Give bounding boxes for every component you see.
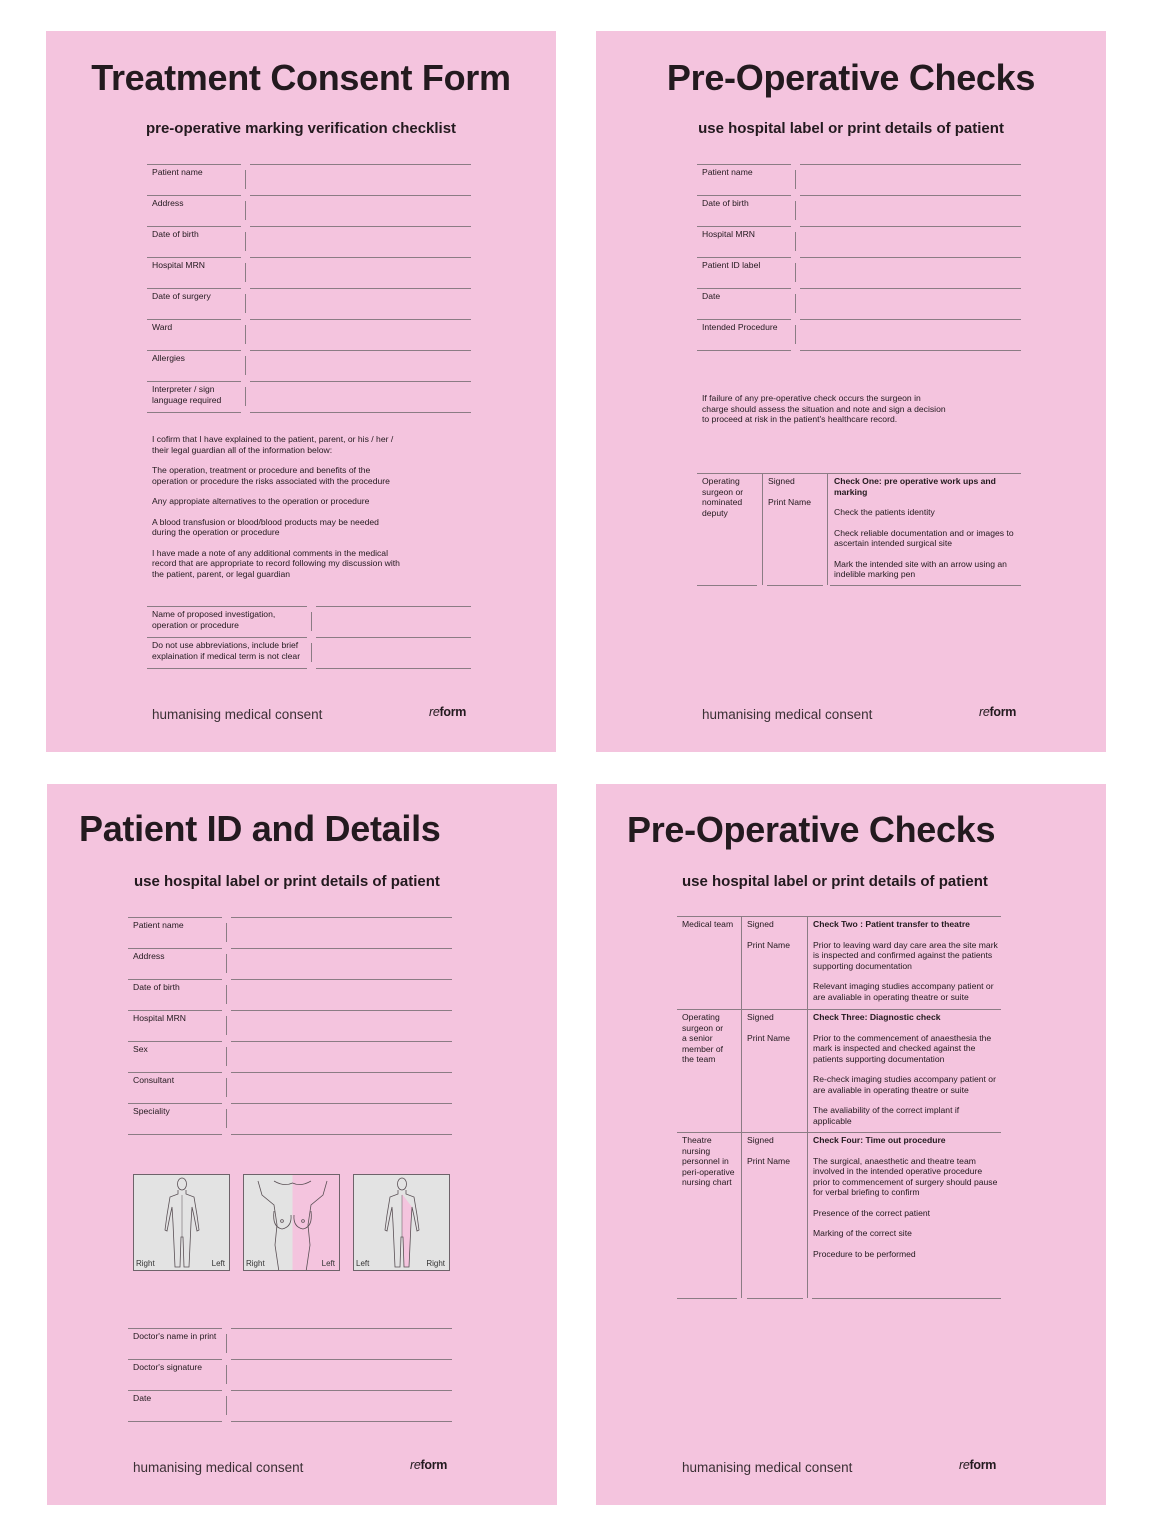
field-label: Doctor's signature (128, 1359, 222, 1390)
brand-logo (410, 1458, 447, 1472)
patient-id-row[interactable] (697, 257, 1021, 288)
field-label: Name of proposed investigation, operation or procedure (147, 606, 307, 637)
check-item: Prior to the commencement of anaesthesia the mark is inspected and checked against the patients supporting documentation (813, 1032, 992, 1064)
check-item: Marking of the correct site (813, 1228, 912, 1238)
procedure-explanation-input[interactable] (316, 637, 471, 668)
field-label: Date of surgery (147, 288, 241, 319)
mrn-row[interactable] (128, 1010, 452, 1041)
field-label: Date (697, 288, 791, 319)
doctor-signature-input[interactable] (231, 1359, 452, 1390)
interpreter-row[interactable] (147, 381, 471, 412)
footer-tagline: humanising medical consent (152, 707, 323, 722)
check-item: Check the patients identity (834, 507, 935, 517)
brand-suffix: form (439, 705, 467, 719)
mrn-input[interactable] (800, 226, 1021, 257)
date-row[interactable] (697, 288, 1021, 319)
surgery-date-input[interactable] (250, 288, 471, 319)
doctor-name-row[interactable] (128, 1328, 452, 1359)
field-label: Patient ID label (697, 257, 791, 288)
brand-suffix: form (420, 1458, 448, 1472)
check-three-content (813, 1012, 999, 1136)
body-back-diagram[interactable] (353, 1174, 450, 1271)
page-subtitle: use hospital label or print details of patient (134, 873, 440, 890)
field-label: Patient name (128, 917, 222, 948)
field-label: Patient name (697, 164, 791, 195)
check-item: The avaliability of the correct implant if applicable (813, 1105, 960, 1126)
address-row[interactable] (128, 948, 452, 979)
signed-label: Signed (747, 919, 774, 929)
patient-name-row[interactable] (697, 164, 1021, 195)
body-front-diagram[interactable] (133, 1174, 230, 1271)
signed-label: Signed (747, 1012, 774, 1022)
speciality-row[interactable] (128, 1103, 452, 1134)
consent-statements (152, 434, 402, 589)
allergies-input[interactable] (250, 350, 471, 381)
field-label: Date (128, 1390, 222, 1421)
patient-details-form (147, 164, 471, 412)
dob-row[interactable] (697, 195, 1021, 226)
check-content (834, 476, 1014, 590)
page-subtitle: use hospital label or print details of patient (698, 120, 1004, 137)
intended-procedure-input[interactable] (800, 319, 1021, 350)
check-item: Prior to leaving ward day care area the site mark is inspected and confirmed against the patients supporting documentation (813, 939, 998, 971)
patient-name-row[interactable] (147, 164, 471, 195)
footer-tagline: humanising medical consent (133, 1460, 304, 1475)
sex-input[interactable] (231, 1041, 452, 1072)
field-label: Hospital MRN (147, 257, 241, 288)
doctor-date-row[interactable] (128, 1390, 452, 1421)
statement: I cofirm that I have explained to the patient, parent, or his / her / their legal guardian all of the information below: (152, 434, 394, 455)
statement: A blood transfusion or blood/blood products may be needed during the operation or procedure (152, 516, 379, 537)
allergies-row[interactable] (147, 350, 471, 381)
body-back-outline-icon (354, 1175, 450, 1271)
field-label: Date of birth (128, 979, 222, 1010)
patient-name-input[interactable] (231, 917, 452, 948)
footer-tagline: humanising medical consent (702, 707, 873, 722)
check-role: Theatre nursing personnel in peri-operative nursing chart (682, 1135, 735, 1187)
consultant-input[interactable] (231, 1072, 452, 1103)
intended-procedure-row[interactable] (697, 319, 1021, 350)
patient-name-row[interactable] (128, 917, 452, 948)
field-label: Hospital MRN (697, 226, 791, 257)
figure-side-label: Right (136, 1259, 155, 1268)
statement: Any appropiate alternatives to the operation or procedure (152, 496, 370, 506)
field-label: Date of birth (697, 195, 791, 226)
page-title: Pre-Operative Checks (666, 57, 1036, 98)
field-label: Interpreter / sign language required (147, 381, 241, 412)
address-input[interactable] (231, 948, 452, 979)
print-name-label: Print Name (747, 940, 790, 950)
patient-details-form (697, 164, 1021, 350)
surgery-date-row[interactable] (147, 288, 471, 319)
check-heading: Check Three: Diagnostic check (813, 1012, 941, 1022)
address-input[interactable] (250, 195, 471, 226)
mrn-input[interactable] (250, 257, 471, 288)
procedure-form (147, 606, 471, 668)
check-role: Operating surgeon or nominated deputy (702, 476, 744, 518)
field-label: Consultant (128, 1072, 222, 1103)
page-title: Patient ID and Details (79, 808, 441, 849)
dob-input[interactable] (231, 979, 452, 1010)
figure-side-label: Left (211, 1259, 225, 1268)
field-label: Ward (147, 319, 241, 350)
check-two-content (813, 919, 999, 1012)
check-heading: Check One: pre operative work ups and marking (834, 476, 996, 497)
brand-logo (959, 1458, 996, 1472)
check-item: Re-check imaging studies accompany patient or are avaliable in operating theatre or suite (813, 1074, 996, 1095)
field-label: Do not use abbreviations, include brief explaination if medical term is not clear (147, 637, 307, 668)
procedure-name-input[interactable] (316, 606, 471, 637)
dob-row[interactable] (147, 226, 471, 257)
figure-side-label: Right (426, 1259, 445, 1268)
figure-side-label: Right (246, 1259, 265, 1268)
field-label: Speciality (128, 1103, 222, 1134)
address-row[interactable] (147, 195, 471, 226)
ward-row[interactable] (147, 319, 471, 350)
speciality-input[interactable] (231, 1103, 452, 1134)
brand-logo (429, 705, 466, 719)
check-item: Mark the intended site with an arrow using an indelible marking pen (834, 558, 1007, 579)
body-front-outline-icon (134, 1175, 230, 1271)
check-role: Medical team (682, 919, 734, 929)
footer-tagline: humanising medical consent (682, 1460, 853, 1475)
page-subtitle: use hospital label or print details of patient (682, 873, 988, 890)
dob-input[interactable] (800, 195, 1021, 226)
page-title: Treatment Consent Form (91, 57, 511, 98)
statement: I have made a note of any additional comments in the medical record that are appropriate to record following my discussion with the patient, parent, or legal guardian (152, 547, 400, 579)
check-item: Presence of the correct patient (813, 1207, 931, 1218)
check-item: Procedure to be performed (813, 1248, 916, 1259)
pre-operative-checks-page-2 (596, 784, 1106, 1505)
ward-input[interactable] (250, 319, 471, 350)
field-label: Hospital MRN (128, 1010, 222, 1041)
doctor-signature-row[interactable] (128, 1359, 452, 1390)
check-item: Relevant imaging studies accompany patient or are avaliable in operating theatre or suite (813, 981, 994, 1002)
brand-prefix: re (979, 705, 990, 719)
torso-diagram[interactable] (243, 1174, 340, 1271)
doctor-details-form (128, 1328, 452, 1421)
brand-suffix: form (989, 705, 1017, 719)
print-name-label: Print Name (747, 1156, 790, 1166)
brand-suffix: form (969, 1458, 997, 1472)
brand-prefix: re (429, 705, 440, 719)
sex-row[interactable] (128, 1041, 452, 1072)
dob-row[interactable] (128, 979, 452, 1010)
dob-input[interactable] (250, 226, 471, 257)
check-one-table (697, 473, 1021, 587)
patient-id-page (47, 784, 557, 1505)
field-label: Intended Procedure (697, 319, 791, 350)
patient-name-input[interactable] (800, 164, 1021, 195)
figure-side-label: Left (321, 1259, 335, 1268)
doctor-date-input[interactable] (231, 1390, 452, 1421)
check-heading: Check Two : Patient transfer to theatre (813, 919, 970, 929)
signed-label: Signed (768, 476, 795, 486)
field-label: Patient name (147, 164, 241, 195)
page-title: Pre-Operative Checks (627, 809, 996, 850)
brand-prefix: re (410, 1458, 421, 1472)
check-item: The surgical, anaesthetic and theatre team involved in the intended operative procedure prior to commencement of surgery should pause for verbal briefing to confirm (813, 1155, 998, 1197)
torso-outline-icon (244, 1175, 340, 1271)
print-name-label: Print Name (768, 497, 811, 507)
check-item: Check reliable documentation and or images to ascertain intended surgical site (834, 527, 1014, 548)
pre-operative-checks-page (596, 31, 1106, 752)
patient-name-input[interactable] (250, 164, 471, 195)
patient-id-input[interactable] (800, 257, 1021, 288)
check-heading: Check Four: Time out procedure (813, 1135, 946, 1145)
brand-logo (979, 705, 1016, 719)
mrn-row[interactable] (147, 257, 471, 288)
mrn-row[interactable] (697, 226, 1021, 257)
field-label: Allergies (147, 350, 241, 381)
field-label: Date of birth (147, 226, 241, 257)
interpreter-input[interactable] (250, 381, 471, 412)
procedure-explanation-row[interactable] (147, 637, 471, 668)
statement: The operation, treatment or procedure and benefits of the operation or procedure the risks associated with the procedure (152, 465, 390, 486)
field-label: Address (128, 948, 222, 979)
procedure-name-row[interactable] (147, 606, 471, 637)
checks-table (677, 916, 1001, 1300)
doctor-name-input[interactable] (231, 1328, 452, 1359)
field-label: Sex (128, 1041, 222, 1072)
consent-form-page (46, 31, 556, 752)
date-input[interactable] (800, 288, 1021, 319)
brand-prefix: re (959, 1458, 970, 1472)
field-label: Address (147, 195, 241, 226)
signed-label: Signed (747, 1135, 774, 1145)
figure-side-label: Left (356, 1259, 370, 1268)
patient-details-form (128, 917, 452, 1134)
print-name-label: Print Name (747, 1033, 790, 1043)
page-subtitle: pre-operative marking verification checklist (145, 120, 457, 137)
field-label: Doctor's name in print (128, 1328, 222, 1359)
consultant-row[interactable] (128, 1072, 452, 1103)
check-four-content (813, 1135, 999, 1269)
check-role: Operating surgeon or a senior member of the team (682, 1012, 724, 1064)
failure-note: If failure of any pre-operative check occurs the surgeon in charge should assess the situation and note and sign a decision to proceed at risk in the patient's healthcare record. (702, 393, 946, 424)
mrn-input[interactable] (231, 1010, 452, 1041)
